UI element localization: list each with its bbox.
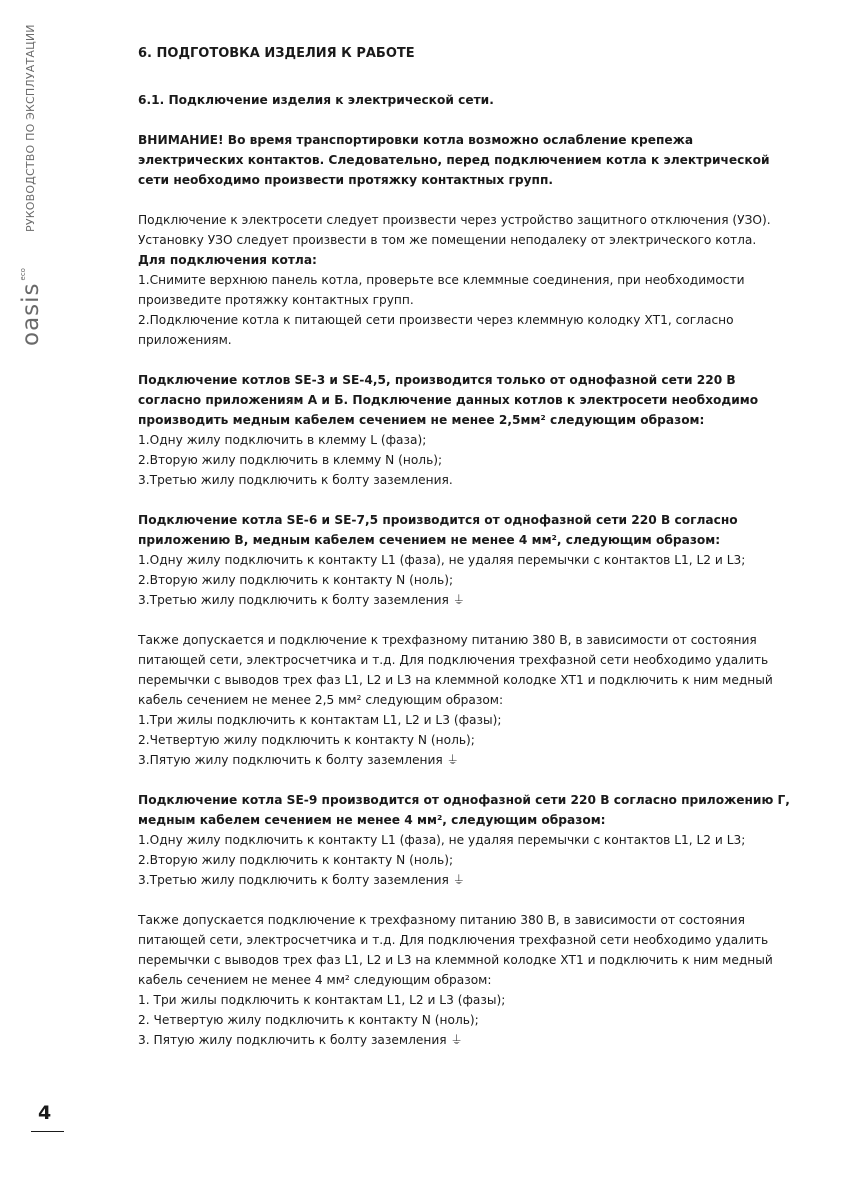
list-item: 3.Третью жилу подключить к болту заземления ⏚ — [138, 593, 465, 607]
warning-paragraph: ВНИМАНИЕ! Во время транспортировки котла возможно ослабление крепежа электрических контактов. Следовательно, перед подключением котла к электрической сети необходимо произвести протяжку контактных групп. — [138, 133, 770, 187]
three-phase-paragraph: Также допускается подключение к трехфазному питанию 380 В, в зависимости от состояния питающей сети, электросчетчика и т.д. Для подключения трехфазной сети необходимо удалить перемычки с выводов трех фаз L1, L2 и L3 на клеммной колодке ХТ1 и подключить к ним медный кабель сечением не менее 4 мм² следующим образом: — [138, 913, 773, 987]
list-item: 2.Вторую жилу подключить к контакту N (ноль); — [138, 573, 454, 587]
section-se3-heading: Подключение котлов SE-3 и SE-4,5, производится только от однофазной сети 220 В согласно приложениям А и Б. Подключение данных котлов к электросети необходимо производить медным кабелем сечением не менее 2,5мм² следующим образом: — [138, 373, 759, 427]
logo-sup: eco — [19, 268, 27, 281]
list-item: 3.Пятую жилу подключить к болту заземления ⏚ — [138, 753, 459, 767]
logo-text: oasis — [18, 282, 44, 346]
connect-step: 2.Подключение котла к питающей сети произвести через клеммную колодку ХТ1, согласно приложениям. — [138, 313, 734, 347]
list-item: 1.Одну жилу подключить к контакту L1 (фаза), не удаляя перемычки с контактов L1, L2 и L3; — [138, 553, 746, 567]
section-title: 6. ПОДГОТОВКА ИЗДЕЛИЯ К РАБОТЕ — [138, 46, 415, 61]
three-phase-paragraph: Также допускается и подключение к трехфазному питанию 380 В, в зависимости от состояния питающей сети, электросчетчика и т.д. Для подключения трехфазной сети необходимо удалить перемычки с выводов трех фаз L1, L2 и L3 на клеммной колодке ХТ1 и подключить к ним медный кабель сечением не менее 2,5 мм² следующим образом: — [138, 633, 773, 707]
list-item: 1.Одну жилу подключить к контакту L1 (фаза), не удаляя перемычки с контактов L1, L2 и L3; — [138, 833, 746, 847]
list-item: 3. Пятую жилу подключить к болту заземления ⏚ — [138, 1033, 463, 1047]
section-se9-heading: Подключение котла SE-9 производится от однофазной сети 220 В согласно приложению Г, медным кабелем сечением не менее 4 мм², следующим образом: — [138, 793, 790, 827]
list-item: 2.Четвертую жилу подключить к контакту N (ноль); — [138, 733, 475, 747]
list-item: 1. Три жилы подключить к контактам L1, L2 и L3 (фазы); — [138, 993, 506, 1007]
sidebar — [20, 20, 44, 350]
brand-logo — [18, 268, 44, 346]
list-item: 3.Третью жилу подключить к болту заземления ⏚ — [138, 873, 465, 887]
list-item: 1.Одну жилу подключить в клемму L (фаза); — [138, 433, 427, 447]
list-item: 2.Вторую жилу подключить в клемму N (ноль); — [138, 453, 443, 467]
list-item: 3.Третью жилу подключить к болту заземления. — [138, 473, 453, 487]
section-se6-heading: Подключение котла SE-6 и SE-7,5 производится от однофазной сети 220 В согласно приложению В, медным кабелем сечением не менее 4 мм², следующим образом: — [138, 513, 738, 547]
page-number-underline — [31, 1131, 64, 1132]
connect-heading: Для подключения котла: — [138, 253, 317, 267]
page-content — [138, 44, 798, 1050]
intro-paragraph: Подключение к электросети следует произвести через устройство защитного отключения (УЗО). Установку УЗО следует произвести в том же помещении неподалеку от электрического котла. — [138, 213, 771, 247]
subsection-title: 6.1. Подключение изделия к электрической сети. — [138, 93, 494, 107]
page-number: 4 — [38, 1102, 52, 1124]
connect-step: 1.Снимите верхнюю панель котла, проверьте все клеммные соединения, при необходимости произведите протяжку контактных групп. — [138, 273, 745, 307]
list-item: 2.Вторую жилу подключить к контакту N (ноль); — [138, 853, 454, 867]
sidebar-title: РУКОВОДСТВО ПО ЭКСПЛУАТАЦИИ — [24, 24, 37, 232]
list-item: 2. Четвертую жилу подключить к контакту N (ноль); — [138, 1013, 479, 1027]
list-item: 1.Три жилы подключить к контактам L1, L2 и L3 (фазы); — [138, 713, 502, 727]
